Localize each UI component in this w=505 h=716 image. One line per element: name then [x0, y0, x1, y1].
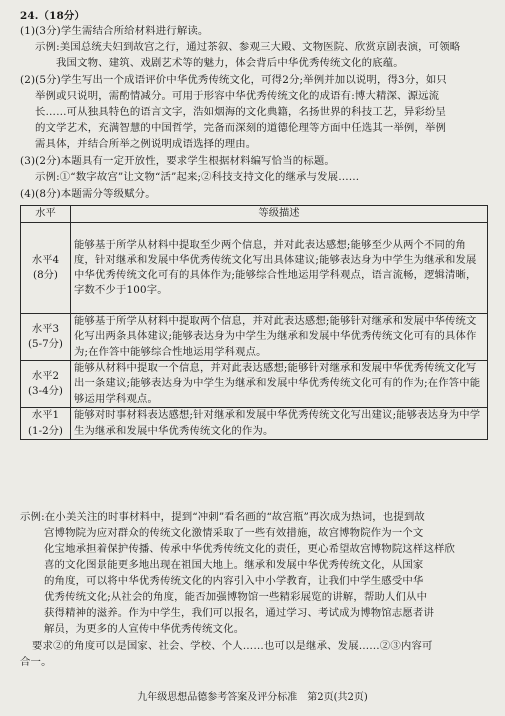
- level-score: (3-4分): [28, 385, 63, 397]
- part2-line: 长……可从独具特色的语言文字，浩如烟海的文化典籍，名扬世界的科技工艺，异彩纷呈: [35, 106, 447, 118]
- part4-line: (4)(8分)本题需分等级赋分。: [20, 188, 156, 200]
- level-score: (1-2分): [28, 424, 63, 437]
- example-line: 的角度，可以将中华优秀传统文化的内容引入中小学教育，让我们中学生感受中华: [44, 575, 424, 587]
- level-description: 能够对时事材料表达感想;针对继承和发展中华优秀传统文化写出建议;能够表达身为中学生为继承和发展中华优秀传统文化的作为。: [71, 408, 488, 440]
- question-header: 24.（18分）: [20, 10, 85, 22]
- level-score: (5-7分): [28, 338, 63, 350]
- level-description: 能够基于所学从材料中提取两个信息，并对此表达感想;能够针对继承和发展中华传统文化写出两条具体建议;能够表达身为中学生为继承和发展中华优秀传统文化可有的具体作为;在作答中能够综合性地运用学科观点。: [71, 314, 488, 361]
- example-line: 喜的文化图景能更多地出现在祖国大地上。继承和发展中华优秀传统文化，从国家: [44, 559, 424, 571]
- level-name: 水平3: [31, 322, 60, 335]
- table-row: [21, 223, 488, 314]
- table-header-level: 水平: [21, 206, 71, 223]
- part2-line: 的文学艺术，充满智慧的中国哲学，完备而深刻的道德伦理等方面中任选其一举例，举例: [35, 122, 447, 134]
- requirement-line: 合一。: [20, 656, 52, 668]
- part1-line: (1)(3分)学生需结合所给材料进行解读。: [20, 25, 209, 37]
- requirement-line: 要求②的角度可以是国家、社会、学校、个人……也可以是继承、发展……②③内容可: [32, 640, 433, 652]
- page-footer: 九年级思想品德参考答案及评分标准 第2页(共2页): [137, 692, 368, 703]
- table-row: [21, 408, 488, 440]
- part3-line: (3)(2分)本题具有一定开放性，要求学生根据材料编写恰当的标题。: [20, 155, 335, 167]
- example-line: 解员，为更多的人宣传中华优秀传统文化。: [44, 623, 245, 635]
- level-score: (8分): [33, 269, 58, 281]
- part1-line: 示例:美国总统夫妇到故宫之行，通过茶叙、参观三大殿、文物医院、欣赏京剧表演，可领略: [35, 41, 461, 53]
- part2-line: 需具体，并结合所举之例说明成语选择的理由。: [35, 138, 257, 150]
- scoring-table: [20, 205, 488, 440]
- part1-line: 我国文物、建筑、戏剧艺术等的魅力，体会背后中华优秀传统文化的底蕴。: [56, 57, 404, 69]
- level-name: 水平1: [31, 409, 60, 422]
- part2-line: (2)(5分)学生写出一个成语评价中华优秀传统文化，可得2分;举例并加以说明，得3分，如只: [20, 74, 447, 86]
- example-line: 获得精神的滋养。作为中学生，我们可以报名，通过学习、考试成为博物馆志愿者讲: [44, 607, 434, 619]
- example-line: 优秀传统文化;从社会的角度，能否加强博物馆一些精彩展览的讲解，帮助人们从中: [44, 591, 428, 603]
- example-line: 宫博物院为应对群众的传统文化激情采取了一些有效措施，故宫博物院作为一个文: [44, 527, 424, 539]
- table-row: [21, 361, 488, 408]
- table-header-desc: 等级描述: [71, 206, 488, 223]
- part2-line: 举例或只说明，需酌情减分。可用于形容中华优秀传统文化的成语有:博大精深、源远流: [35, 90, 440, 102]
- level-description: 能够基于所学从材料中提取至少两个信息，并对此表达感想;能够至少从两个不同的角度，针对继承和发展中华优秀传统文化写出具体建议;能够表达身为中学生为继承和发展中华优秀传统文化可有的具体作为;能够综合性地运用学科观点，语言流畅，逻辑清晰，字数不少于100字。: [71, 223, 488, 314]
- example-line: 示例:在小美关注的时事材料中，提到“冲刺”看名画的“故宫瓶”再次成为热词，也提到故: [20, 511, 425, 523]
- level-name: 水平2: [31, 369, 60, 382]
- table-row: [21, 314, 488, 361]
- level-description: 能够从材料中提取一个信息，并对此表达感想;能够针对继承和发展中华优秀传统文化写出一条建议;能够表达身为中学生为继承和发展中华优秀传统文化可有的作为;在作答中能够运用学科观点。: [71, 361, 488, 408]
- part3-line: 示例:①“数字故宫”让文物“活”起来;②科技支持文化的继承与发展……: [35, 171, 360, 183]
- level-name: 水平4: [31, 253, 60, 266]
- example-line: 化宝地承担着保护传播、传承中华优秀传统文化的责任，更心希望故宫博物院这样这样欣: [44, 543, 456, 555]
